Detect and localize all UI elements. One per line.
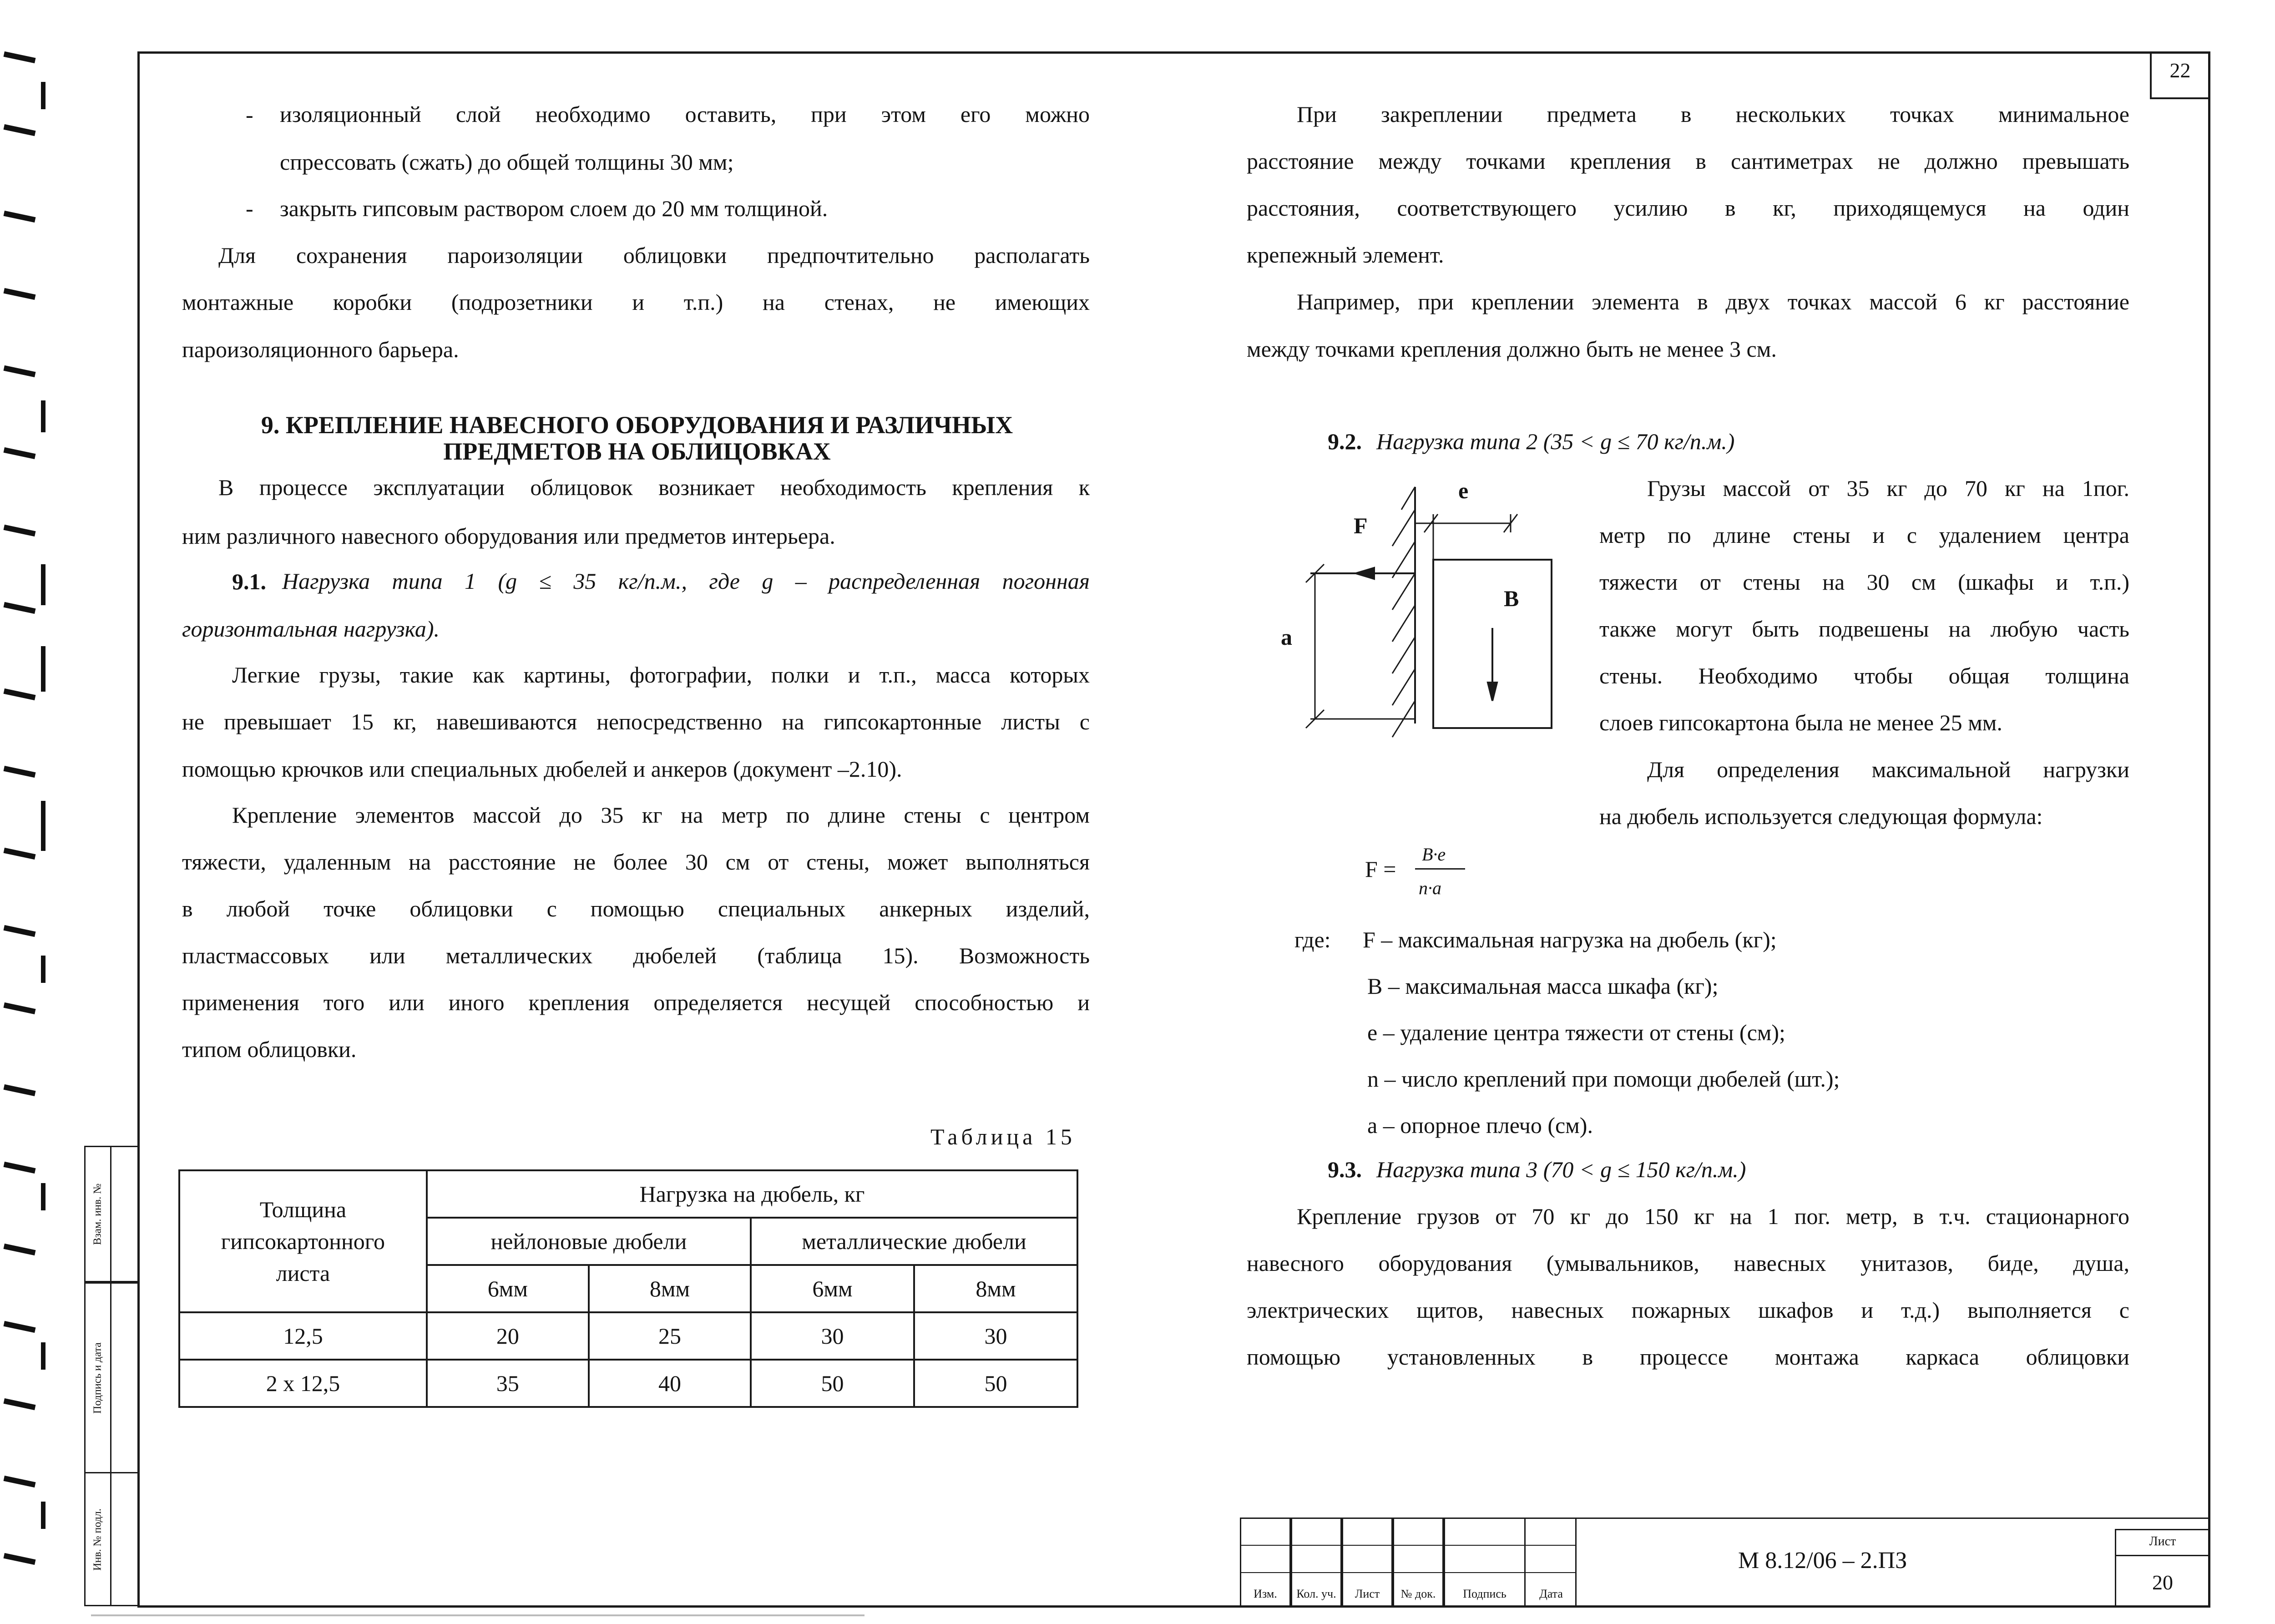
para-35kg-line5: применения того или иного крепления определяется несущей способностью и: [182, 990, 1090, 1015]
def-b: B – максимальная масса шкафа (кг);: [1367, 973, 1719, 999]
section-9-1-title: Нагрузка типа 1 (g ≤ 35 кг/п.м., где g – распределенная погонная: [282, 568, 1090, 594]
table-cell: 50: [751, 1360, 914, 1407]
para-type3-line3: электрических щитов, навесных пожарных шкафов и т.д.) выполняется с: [1247, 1297, 2129, 1323]
para-type2-line4: также могут быть подвешены на любую часть: [1599, 616, 2129, 642]
para-intro-line1: В процессе эксплуатации облицовок возникает необходимость крепления к: [218, 475, 1090, 500]
tb-header-signature: Подпись: [1463, 1587, 1507, 1600]
table-cell: 2 х 12,5: [179, 1360, 427, 1407]
table-cell: 25: [589, 1312, 751, 1360]
diagram-label-e: e: [1458, 478, 1469, 503]
page-edge-line: [91, 1614, 864, 1616]
table-header-metal: металлические дюбели: [751, 1218, 1077, 1265]
table-15-caption: Таблица 15: [930, 1124, 1076, 1149]
formula-numerator: B·e: [1422, 844, 1446, 865]
table-header-nylon: нейлоновые дюбели: [427, 1218, 751, 1265]
table-cell: 30: [914, 1312, 1077, 1360]
para-points-line3: расстояния, соответствующего усилию в кг, приходящемуся на один: [1247, 195, 2129, 221]
bullet-dash: -: [246, 196, 253, 221]
section-9-heading-line2: ПРЕДМЕТОВ НА ОБЛИЦОВКАХ: [443, 438, 831, 465]
para-type2-line6: слоев гипсокартона была не менее 25 мм.: [1599, 710, 2002, 735]
para-type3-line2: навесного оборудования (умывальников, навесных унитазов, биде, душа,: [1247, 1250, 2129, 1276]
formula-lhs: F =: [1365, 856, 1396, 882]
tb-header-list: Лист: [1355, 1587, 1380, 1600]
table-row: [179, 1312, 1077, 1360]
stamp-replace-inv: Взам. инв. №: [91, 1183, 104, 1245]
para-points-line4: крепежный элемент.: [1247, 242, 1444, 268]
para-points-line2: расстояние между точками крепления в сантиметрах не должно превышать: [1247, 148, 2129, 174]
table-header-load: Нагрузка на дюбель, кг: [427, 1170, 1077, 1218]
para-type2-line1: Грузы массой от 35 кг до 70 кг на 1пог.: [1647, 476, 2129, 501]
bullet-1: изоляционный слой необходимо оставить, при этом его можно: [280, 101, 1090, 127]
table-row: [179, 1360, 1077, 1407]
wall-hatching: [1392, 487, 1415, 737]
load-diagram: [1265, 469, 1574, 760]
para-points-line1: При закреплении предмета в нескольких точках минимальное: [1297, 101, 2129, 127]
bullet-1-cont: спрессовать (сжать) до общей толщины 30 мм;: [280, 149, 734, 175]
table-cell: 30: [751, 1312, 914, 1360]
para-light-line2: не превышает 15 кг, навешиваются непосредственно на гипсокартонные листы с: [182, 709, 1090, 734]
def-f: F – максимальная нагрузка на дюбель (кг);: [1363, 927, 1777, 952]
section-9-2-number: 9.2.: [1328, 429, 1362, 454]
page-number: 22: [2169, 59, 2191, 82]
def-n: n – число креплений при помощи дюбелей (шт.);: [1367, 1066, 1840, 1092]
section-9-3-title: Нагрузка типа 3 (70 < g ≤ 150 кг/п.м.): [1376, 1157, 1746, 1182]
sheet-number: 20: [2152, 1571, 2173, 1594]
para-intro-line2: ним различного навесного оборудования или предметов интерьера.: [182, 523, 835, 549]
para-formula-intro-line2: на дюбель используется следующая формула:: [1599, 804, 2043, 829]
where-label: где:: [1294, 927, 1331, 952]
table-cell: 20: [427, 1312, 589, 1360]
para-35kg-line6: типом облицовки.: [182, 1037, 357, 1062]
def-a: a – опорное плечо (см).: [1367, 1113, 1593, 1138]
section-9-3-number: 9.3.: [1328, 1157, 1362, 1182]
section-9-1-title-cont: горизонтальная нагрузка).: [182, 616, 440, 642]
table-header-thickness: Толщина гипсокартонного листа: [179, 1170, 427, 1312]
table-size: 6мм: [427, 1265, 589, 1312]
para-vapor-line1: Для сохранения пароизоляции облицовки предпочтительно располагать: [218, 243, 1090, 268]
diagram-label-b: B: [1504, 586, 1519, 611]
bullet-2: закрыть гипсовым раствором слоем до 20 мм толщиной.: [280, 196, 828, 221]
def-e: e – удаление центра тяжести от стены (см);: [1367, 1020, 1785, 1045]
para-vapor-line3: пароизоляционного барьера.: [182, 337, 459, 362]
table-cell: 12,5: [179, 1312, 427, 1360]
bullet-dash: -: [246, 102, 253, 127]
section-9-1-number: 9.1.: [232, 569, 266, 594]
formula-fraction-bar: [1415, 868, 1465, 870]
para-type3-line4: помощью установленных в процессе монтажа каркаса облицовки: [1247, 1344, 2129, 1370]
table-size: 6мм: [751, 1265, 914, 1312]
formula-denominator: n·a: [1419, 878, 1441, 898]
diagram-label-f: F: [1354, 513, 1368, 538]
table-cell: 50: [914, 1360, 1077, 1407]
para-type2-line2: метр по длине стены и с удалением центра: [1599, 522, 2129, 548]
para-35kg-line1: Крепление элементов массой до 35 кг на метр по длине стены с центром: [232, 802, 1090, 828]
diagram-label-a: a: [1281, 624, 1292, 650]
para-type2-line5: стены. Необходимо чтобы общая толщина: [1599, 663, 2129, 688]
sheet-label: Лист: [2149, 1534, 2176, 1548]
table-15: [178, 1169, 1078, 1408]
tb-header-doc: № док.: [1400, 1587, 1436, 1600]
para-type2-line3: тяжести от стены на 30 см (шкафы и т.п.): [1599, 569, 2129, 595]
section-9-heading-line1: 9. КРЕПЛЕНИЕ НАВЕСНОГО ОБОРУДОВАНИЯ И РАЗЛИЧНЫХ: [261, 411, 1013, 439]
para-vapor-line2: монтажные коробки (подрозетники и т.п.) на стенах, не имеющих: [182, 289, 1090, 315]
para-35kg-line2: тяжести, удаленным на расстояние не более 30 см от стены, может выполняться: [182, 849, 1090, 875]
para-formula-intro-line1: Для определения максимальной нагрузки: [1647, 757, 2129, 782]
table-cell: 35: [427, 1360, 589, 1407]
section-9-2-title: Нагрузка типа 2 (35 < g ≤ 70 кг/п.м.): [1376, 429, 1735, 454]
para-example-line2: между точками крепления должно быть не менее 3 см.: [1247, 336, 1777, 362]
tb-header-date: Дата: [1539, 1587, 1563, 1600]
table-size: 8мм: [589, 1265, 751, 1312]
para-35kg-line4: пластмассовых или металлических дюбелей (таблица 15). Возможность: [182, 943, 1090, 968]
doc-code: М 8.12/06 – 2.ПЗ: [1738, 1548, 1907, 1573]
para-type3-line1: Крепление грузов от 70 кг до 150 кг на 1 пог. метр, в т.ч. стационарного: [1297, 1204, 2129, 1229]
para-light-line1: Легкие грузы, такие как картины, фотографии, полки и т.п., масса которых: [232, 662, 1090, 688]
para-35kg-line3: в любой точке облицовки с помощью специальных анкерных изделий,: [182, 896, 1090, 921]
table-cell: 40: [589, 1360, 751, 1407]
stamp-orig-inv: Инв. № подл.: [91, 1508, 104, 1571]
tb-header-izm: Изм.: [1254, 1587, 1277, 1600]
para-example-line1: Например, при креплении элемента в двух точках массой 6 кг расстояние: [1297, 289, 2129, 314]
para-light-line3: помощью крючков или специальных дюбелей и анкеров (документ –2.10).: [182, 756, 902, 782]
tb-header-kol: Кол. уч.: [1296, 1587, 1336, 1600]
table-size: 8мм: [914, 1265, 1077, 1312]
stamp-signature-date: Подпись и дата: [91, 1342, 104, 1414]
